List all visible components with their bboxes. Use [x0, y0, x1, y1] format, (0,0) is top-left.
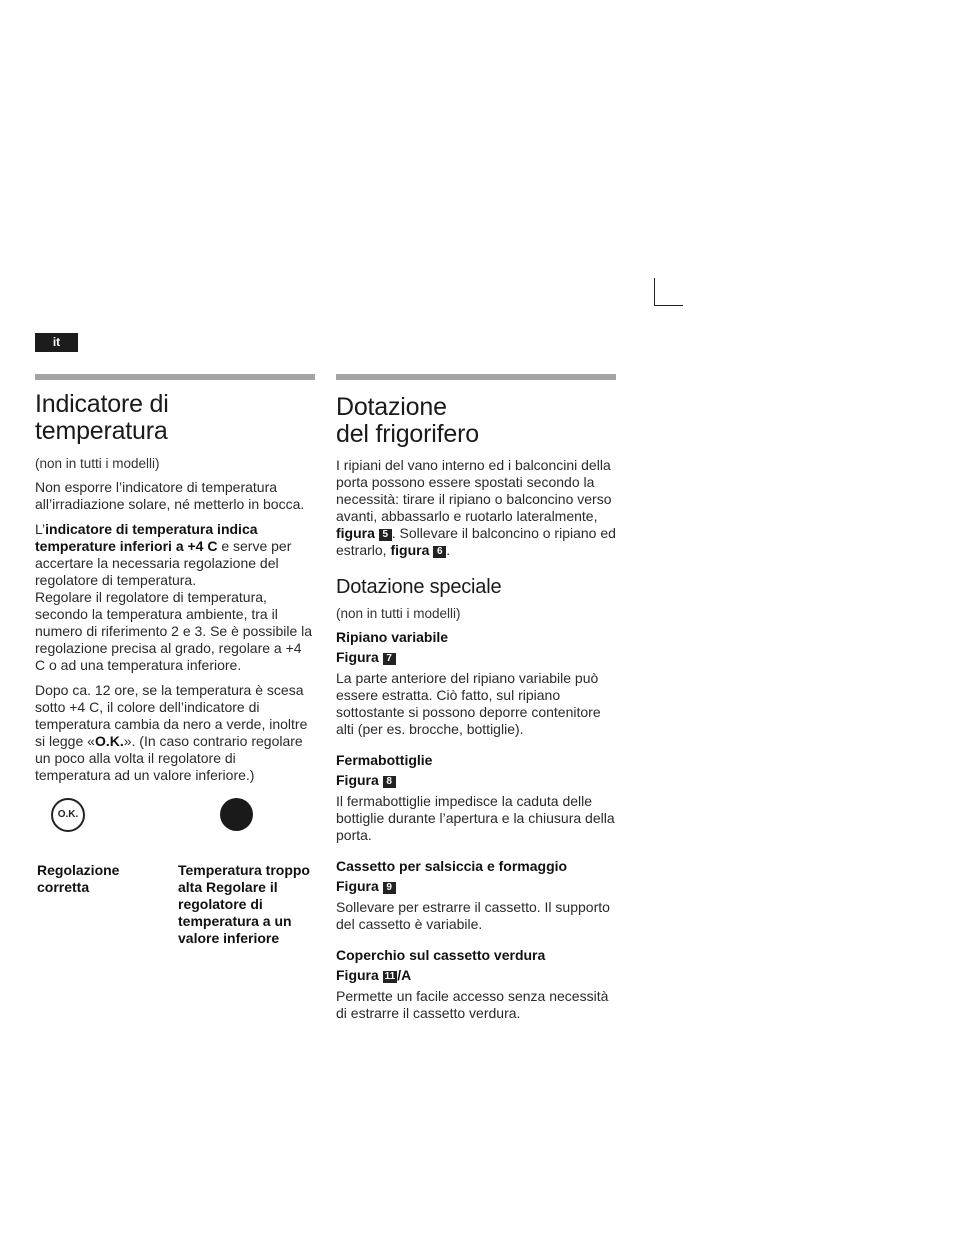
item-title: Ripiano variabile [336, 629, 449, 645]
paragraph-warning: Non esporre l’indicatore di temperatura all’irradiazione solare, né metterlo in bocca. [35, 479, 305, 512]
title-line-1: Dotazione [336, 393, 447, 421]
equipment-item [336, 858, 616, 933]
text-span: L’ [35, 521, 46, 537]
availability-note: (non in tutti i modelli) [336, 606, 461, 621]
paragraph-ok-check [35, 682, 315, 784]
item-figure-ref [336, 772, 616, 789]
paragraph-shelves-intro [336, 457, 616, 559]
text-span: I ripiani del vano interno ed i balconcini della porta possono essere spostati secondo la necessità: tirare il ripiano o balconcino verso avanti, abbassarlo e ruotarlo lateralmente, [336, 457, 612, 524]
figure-number-badge: 9 [383, 882, 396, 894]
item-title: Cassetto per salsiccia e formaggio [336, 858, 568, 874]
equipment-item [336, 752, 616, 844]
bold-text: indicatore di temperatura indica temperature inferiori a +4 C [35, 521, 258, 554]
figure-number-badge: 8 [383, 776, 396, 788]
black-indicator-icon [220, 798, 253, 831]
equipment-item [336, 629, 616, 738]
text-span: Dopo ca. 12 ore, se la temperatura è scesa sotto +4 C, il colore dell’indicatore di temperatura cambia da nero a verde, inoltre si legge « [35, 682, 308, 749]
title-line-2: temperatura [35, 417, 168, 445]
language-tab: it [35, 333, 78, 352]
figure-number-badge: 11 [384, 971, 396, 982]
paragraph-indicator-purpose [35, 521, 315, 589]
subsection-title-special-equipment: Dotazione speciale [336, 576, 502, 598]
section-title-equipment [336, 394, 616, 448]
text-span: . Sollevare il balconcino o ripiano ed estrarlo, [336, 525, 616, 558]
figure-word: Figura [336, 878, 379, 894]
section-rule [336, 374, 616, 380]
figure-number-badge: 6 [433, 546, 446, 558]
title-line-1: Indicatore di [35, 390, 169, 418]
item-title: Fermabottiglie [336, 752, 433, 768]
text-span: . [446, 542, 451, 558]
crop-mark [654, 278, 683, 306]
item-description: Il fermabottiglie impedisce la caduta delle bottiglie durante l’apertura e la chiusura della porta. [336, 793, 615, 843]
item-description: La parte anteriore del ripiano variabile può essere estratta. Ciò fatto, sul ripiano sottostante si possono deporre contenitore alti (per es. brocche, bottiglie). [336, 670, 601, 737]
figure-word: Figura [336, 772, 379, 788]
label-temperature-too-high: Temperatura troppo alta Regolare il regolatore di temperatura a un valore inferiore [178, 862, 310, 946]
figure-word: figura [390, 542, 430, 558]
right-column [336, 374, 616, 1030]
figure-word: Figura [336, 649, 379, 665]
text-span: ». (In caso contrario regolare un poco alla volta il regolatore di temperatura ad un valore inferiore.) [35, 733, 303, 783]
figure-number-badge: 5 [379, 529, 392, 541]
ok-indicator-icon: O.K. [51, 798, 85, 832]
left-column [35, 374, 315, 972]
section-title-temperature-indicator [35, 391, 315, 445]
item-description: Permette un facile accesso senza necessità di estrarre il cassetto verdura. [336, 988, 609, 1021]
item-description: Sollevare per estrarre il cassetto. Il supporto del cassetto è variabile. [336, 899, 610, 932]
item-title: Coperchio sul cassetto verdura [336, 947, 546, 963]
availability-note: (non in tutti i modelli) [35, 456, 160, 471]
text-span: e serve per accertare la necessaria regolazione del regolatore di temperatura. [35, 538, 292, 588]
item-figure-ref [336, 878, 616, 895]
equipment-item [336, 947, 616, 1022]
figure-suffix: /A [397, 967, 412, 983]
label-correct-setting: Regolazione corretta [37, 862, 120, 895]
paragraph-regulator-setting: Regolare il regolatore di temperatura, secondo la temperatura ambiente, tra il numero di riferimento 2 e 3. Se è possibile la regolazione precisa al grado, regolare a +4 C o ad una temperatura inferiore. [35, 589, 313, 673]
item-figure-ref [336, 967, 616, 984]
indicator-illustrations [35, 792, 315, 972]
figure-number-badge: 7 [383, 653, 396, 665]
figure-word: Figura [336, 967, 379, 983]
item-figure-ref [336, 649, 616, 666]
figure-word: figura [336, 525, 375, 541]
section-rule [35, 374, 315, 380]
bold-text: O.K. [94, 733, 124, 749]
title-line-2: del frigorifero [336, 420, 479, 448]
